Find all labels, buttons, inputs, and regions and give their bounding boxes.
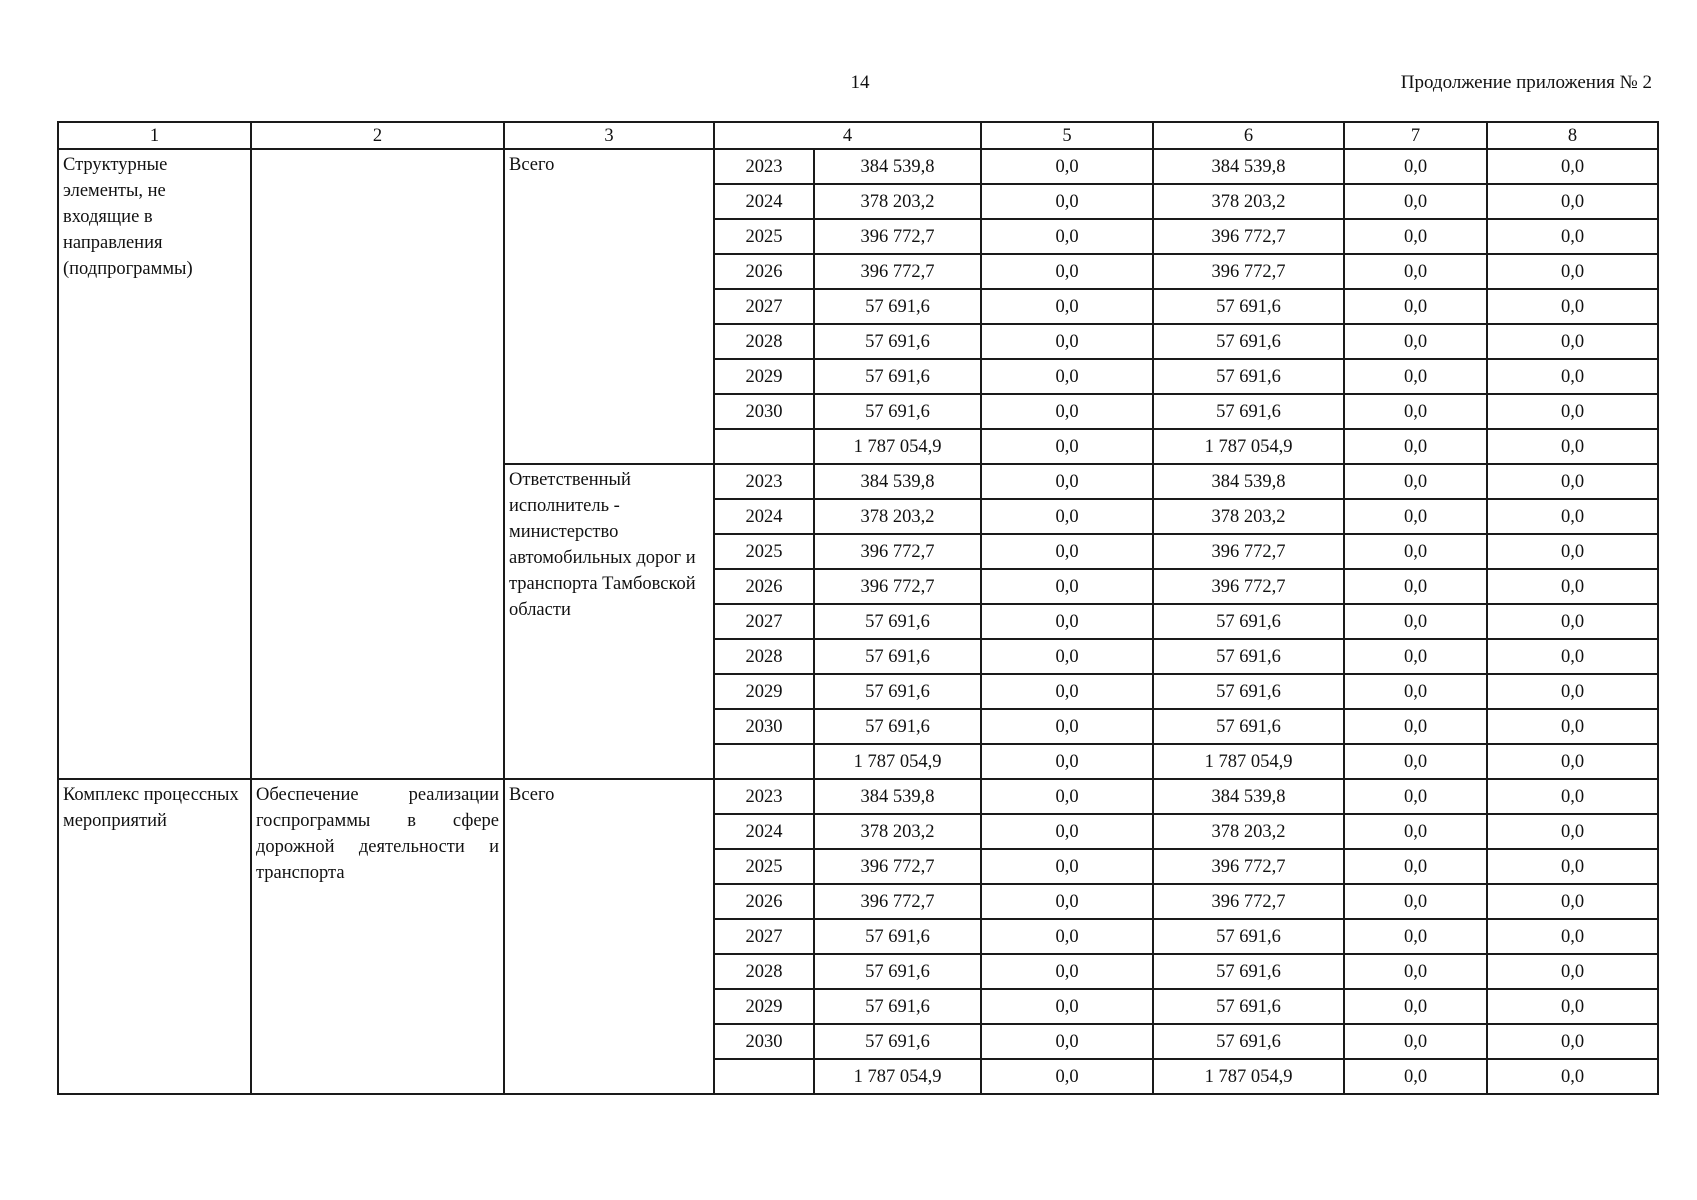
total-amount-cell: 57 691,6: [814, 674, 981, 709]
local-amount-cell: 0,0: [1344, 429, 1487, 464]
total-amount-cell: 57 691,6: [814, 289, 981, 324]
other-amount-cell: 0,0: [1487, 429, 1658, 464]
year-cell: 2028: [714, 954, 814, 989]
local-amount-cell: 0,0: [1344, 744, 1487, 779]
other-amount-cell: 0,0: [1487, 814, 1658, 849]
federal-amount-cell: 0,0: [981, 849, 1153, 884]
total-amount-cell: 57 691,6: [814, 709, 981, 744]
regional-amount-cell: 57 691,6: [1153, 324, 1344, 359]
year-cell: 2028: [714, 324, 814, 359]
other-amount-cell: 0,0: [1487, 674, 1658, 709]
other-amount-cell: 0,0: [1487, 219, 1658, 254]
year-cell: 2024: [714, 814, 814, 849]
federal-amount-cell: 0,0: [981, 569, 1153, 604]
federal-amount-cell: 0,0: [981, 709, 1153, 744]
local-amount-cell: 0,0: [1344, 604, 1487, 639]
year-cell: 2026: [714, 569, 814, 604]
year-cell: 2025: [714, 534, 814, 569]
local-amount-cell: 0,0: [1344, 1024, 1487, 1059]
total-amount-cell: 57 691,6: [814, 394, 981, 429]
regional-amount-cell: 57 691,6: [1153, 674, 1344, 709]
local-amount-cell: 0,0: [1344, 184, 1487, 219]
regional-amount-cell: 396 772,7: [1153, 884, 1344, 919]
regional-amount-cell: 57 691,6: [1153, 919, 1344, 954]
other-amount-cell: 0,0: [1487, 499, 1658, 534]
regional-amount-cell: 396 772,7: [1153, 219, 1344, 254]
regional-amount-cell: 396 772,7: [1153, 534, 1344, 569]
column-header: 3: [504, 122, 714, 149]
regional-amount-cell: 378 203,2: [1153, 184, 1344, 219]
total-amount-cell: 1 787 054,9: [814, 1059, 981, 1094]
local-amount-cell: 0,0: [1344, 254, 1487, 289]
local-amount-cell: 0,0: [1344, 569, 1487, 604]
total-amount-cell: 378 203,2: [814, 499, 981, 534]
total-amount-cell: 57 691,6: [814, 324, 981, 359]
other-amount-cell: 0,0: [1487, 884, 1658, 919]
total-amount-cell: 378 203,2: [814, 814, 981, 849]
year-cell: 2029: [714, 989, 814, 1024]
total-amount-cell: 57 691,6: [814, 604, 981, 639]
other-amount-cell: 0,0: [1487, 604, 1658, 639]
other-amount-cell: 0,0: [1487, 954, 1658, 989]
regional-amount-cell: 57 691,6: [1153, 359, 1344, 394]
local-amount-cell: 0,0: [1344, 499, 1487, 534]
year-cell: 2028: [714, 639, 814, 674]
local-amount-cell: 0,0: [1344, 639, 1487, 674]
other-amount-cell: 0,0: [1487, 464, 1658, 499]
section-type-cell: Комплекс процессных мероприятий: [58, 779, 251, 1094]
local-amount-cell: 0,0: [1344, 219, 1487, 254]
column-header: 5: [981, 122, 1153, 149]
year-cell: 2030: [714, 394, 814, 429]
federal-amount-cell: 0,0: [981, 639, 1153, 674]
year-cell: 2027: [714, 289, 814, 324]
year-cell: [714, 429, 814, 464]
local-amount-cell: 0,0: [1344, 814, 1487, 849]
total-amount-cell: 57 691,6: [814, 989, 981, 1024]
section-name-cell: [251, 149, 504, 779]
continuation-note: Продолжение приложения № 2: [1400, 72, 1652, 93]
section-type-cell: Структурные элементы, не входящие в направления (подпрограммы): [58, 149, 251, 779]
other-amount-cell: 0,0: [1487, 709, 1658, 744]
column-header: 8: [1487, 122, 1658, 149]
federal-amount-cell: 0,0: [981, 534, 1153, 569]
column-header: 2: [251, 122, 504, 149]
column-number-row: [58, 122, 1658, 149]
federal-amount-cell: 0,0: [981, 604, 1153, 639]
federal-amount-cell: 0,0: [981, 254, 1153, 289]
year-cell: 2025: [714, 849, 814, 884]
federal-amount-cell: 0,0: [981, 289, 1153, 324]
regional-amount-cell: 57 691,6: [1153, 394, 1344, 429]
regional-amount-cell: 384 539,8: [1153, 464, 1344, 499]
local-amount-cell: 0,0: [1344, 289, 1487, 324]
total-amount-cell: 1 787 054,9: [814, 744, 981, 779]
regional-amount-cell: 378 203,2: [1153, 499, 1344, 534]
funding-source-cell: Всего: [504, 779, 714, 1094]
federal-amount-cell: 0,0: [981, 884, 1153, 919]
total-amount-cell: 384 539,8: [814, 149, 981, 184]
local-amount-cell: 0,0: [1344, 534, 1487, 569]
year-cell: 2026: [714, 884, 814, 919]
other-amount-cell: 0,0: [1487, 849, 1658, 884]
local-amount-cell: 0,0: [1344, 394, 1487, 429]
local-amount-cell: 0,0: [1344, 884, 1487, 919]
total-amount-cell: 396 772,7: [814, 569, 981, 604]
total-amount-cell: 57 691,6: [814, 639, 981, 674]
other-amount-cell: 0,0: [1487, 1059, 1658, 1094]
regional-amount-cell: 384 539,8: [1153, 779, 1344, 814]
regional-amount-cell: 384 539,8: [1153, 149, 1344, 184]
other-amount-cell: 0,0: [1487, 359, 1658, 394]
table-row: [58, 149, 1658, 184]
year-cell: 2030: [714, 1024, 814, 1059]
page-number: 14: [850, 72, 870, 93]
federal-amount-cell: 0,0: [981, 919, 1153, 954]
regional-amount-cell: 396 772,7: [1153, 569, 1344, 604]
federal-amount-cell: 0,0: [981, 359, 1153, 394]
other-amount-cell: 0,0: [1487, 534, 1658, 569]
other-amount-cell: 0,0: [1487, 324, 1658, 359]
local-amount-cell: 0,0: [1344, 919, 1487, 954]
local-amount-cell: 0,0: [1344, 1059, 1487, 1094]
total-amount-cell: 57 691,6: [814, 1024, 981, 1059]
federal-amount-cell: 0,0: [981, 744, 1153, 779]
financing-table: [57, 121, 1659, 1095]
other-amount-cell: 0,0: [1487, 254, 1658, 289]
other-amount-cell: 0,0: [1487, 184, 1658, 219]
regional-amount-cell: 57 691,6: [1153, 709, 1344, 744]
year-cell: 2027: [714, 919, 814, 954]
total-amount-cell: 57 691,6: [814, 954, 981, 989]
local-amount-cell: 0,0: [1344, 779, 1487, 814]
other-amount-cell: 0,0: [1487, 989, 1658, 1024]
year-cell: 2023: [714, 149, 814, 184]
regional-amount-cell: 1 787 054,9: [1153, 744, 1344, 779]
federal-amount-cell: 0,0: [981, 219, 1153, 254]
total-amount-cell: 384 539,8: [814, 464, 981, 499]
federal-amount-cell: 0,0: [981, 989, 1153, 1024]
total-amount-cell: 1 787 054,9: [814, 429, 981, 464]
year-cell: 2030: [714, 709, 814, 744]
year-cell: 2026: [714, 254, 814, 289]
total-amount-cell: 396 772,7: [814, 254, 981, 289]
federal-amount-cell: 0,0: [981, 954, 1153, 989]
table-body: [58, 122, 1658, 1094]
other-amount-cell: 0,0: [1487, 394, 1658, 429]
local-amount-cell: 0,0: [1344, 464, 1487, 499]
column-header: 7: [1344, 122, 1487, 149]
local-amount-cell: 0,0: [1344, 359, 1487, 394]
total-amount-cell: 396 772,7: [814, 884, 981, 919]
other-amount-cell: 0,0: [1487, 569, 1658, 604]
year-cell: [714, 1059, 814, 1094]
column-header: 1: [58, 122, 251, 149]
year-cell: 2024: [714, 184, 814, 219]
column-header: 6: [1153, 122, 1344, 149]
federal-amount-cell: 0,0: [981, 674, 1153, 709]
other-amount-cell: 0,0: [1487, 919, 1658, 954]
federal-amount-cell: 0,0: [981, 1059, 1153, 1094]
other-amount-cell: 0,0: [1487, 744, 1658, 779]
regional-amount-cell: 396 772,7: [1153, 254, 1344, 289]
year-cell: 2027: [714, 604, 814, 639]
local-amount-cell: 0,0: [1344, 149, 1487, 184]
regional-amount-cell: 57 691,6: [1153, 1024, 1344, 1059]
year-cell: 2023: [714, 464, 814, 499]
other-amount-cell: 0,0: [1487, 1024, 1658, 1059]
regional-amount-cell: 57 691,6: [1153, 289, 1344, 324]
federal-amount-cell: 0,0: [981, 464, 1153, 499]
federal-amount-cell: 0,0: [981, 324, 1153, 359]
other-amount-cell: 0,0: [1487, 289, 1658, 324]
federal-amount-cell: 0,0: [981, 394, 1153, 429]
local-amount-cell: 0,0: [1344, 709, 1487, 744]
year-cell: 2029: [714, 359, 814, 394]
other-amount-cell: 0,0: [1487, 779, 1658, 814]
year-cell: 2023: [714, 779, 814, 814]
regional-amount-cell: 57 691,6: [1153, 954, 1344, 989]
funding-source-cell: Всего: [504, 149, 714, 464]
federal-amount-cell: 0,0: [981, 779, 1153, 814]
federal-amount-cell: 0,0: [981, 1024, 1153, 1059]
total-amount-cell: 378 203,2: [814, 184, 981, 219]
year-cell: [714, 744, 814, 779]
local-amount-cell: 0,0: [1344, 849, 1487, 884]
year-cell: 2024: [714, 499, 814, 534]
table-row: [58, 779, 1658, 814]
local-amount-cell: 0,0: [1344, 989, 1487, 1024]
federal-amount-cell: 0,0: [981, 429, 1153, 464]
section-name-cell: Обеспечение реализации госпрограммы в сфере дорожной деятельности и транспорта: [251, 779, 504, 1094]
regional-amount-cell: 1 787 054,9: [1153, 1059, 1344, 1094]
total-amount-cell: 384 539,8: [814, 779, 981, 814]
column-header: 4: [714, 122, 981, 149]
other-amount-cell: 0,0: [1487, 149, 1658, 184]
funding-source-cell: Ответственный исполнитель - министерство автомобильных дорог и транспорта Тамбовской области: [504, 464, 714, 779]
federal-amount-cell: 0,0: [981, 149, 1153, 184]
local-amount-cell: 0,0: [1344, 674, 1487, 709]
federal-amount-cell: 0,0: [981, 499, 1153, 534]
total-amount-cell: 396 772,7: [814, 534, 981, 569]
other-amount-cell: 0,0: [1487, 639, 1658, 674]
regional-amount-cell: 378 203,2: [1153, 814, 1344, 849]
total-amount-cell: 57 691,6: [814, 919, 981, 954]
total-amount-cell: 396 772,7: [814, 849, 981, 884]
year-cell: 2025: [714, 219, 814, 254]
year-cell: 2029: [714, 674, 814, 709]
federal-amount-cell: 0,0: [981, 814, 1153, 849]
regional-amount-cell: 57 691,6: [1153, 989, 1344, 1024]
regional-amount-cell: 396 772,7: [1153, 849, 1344, 884]
total-amount-cell: 57 691,6: [814, 359, 981, 394]
federal-amount-cell: 0,0: [981, 184, 1153, 219]
regional-amount-cell: 57 691,6: [1153, 604, 1344, 639]
regional-amount-cell: 1 787 054,9: [1153, 429, 1344, 464]
regional-amount-cell: 57 691,6: [1153, 639, 1344, 674]
total-amount-cell: 396 772,7: [814, 219, 981, 254]
local-amount-cell: 0,0: [1344, 954, 1487, 989]
local-amount-cell: 0,0: [1344, 324, 1487, 359]
